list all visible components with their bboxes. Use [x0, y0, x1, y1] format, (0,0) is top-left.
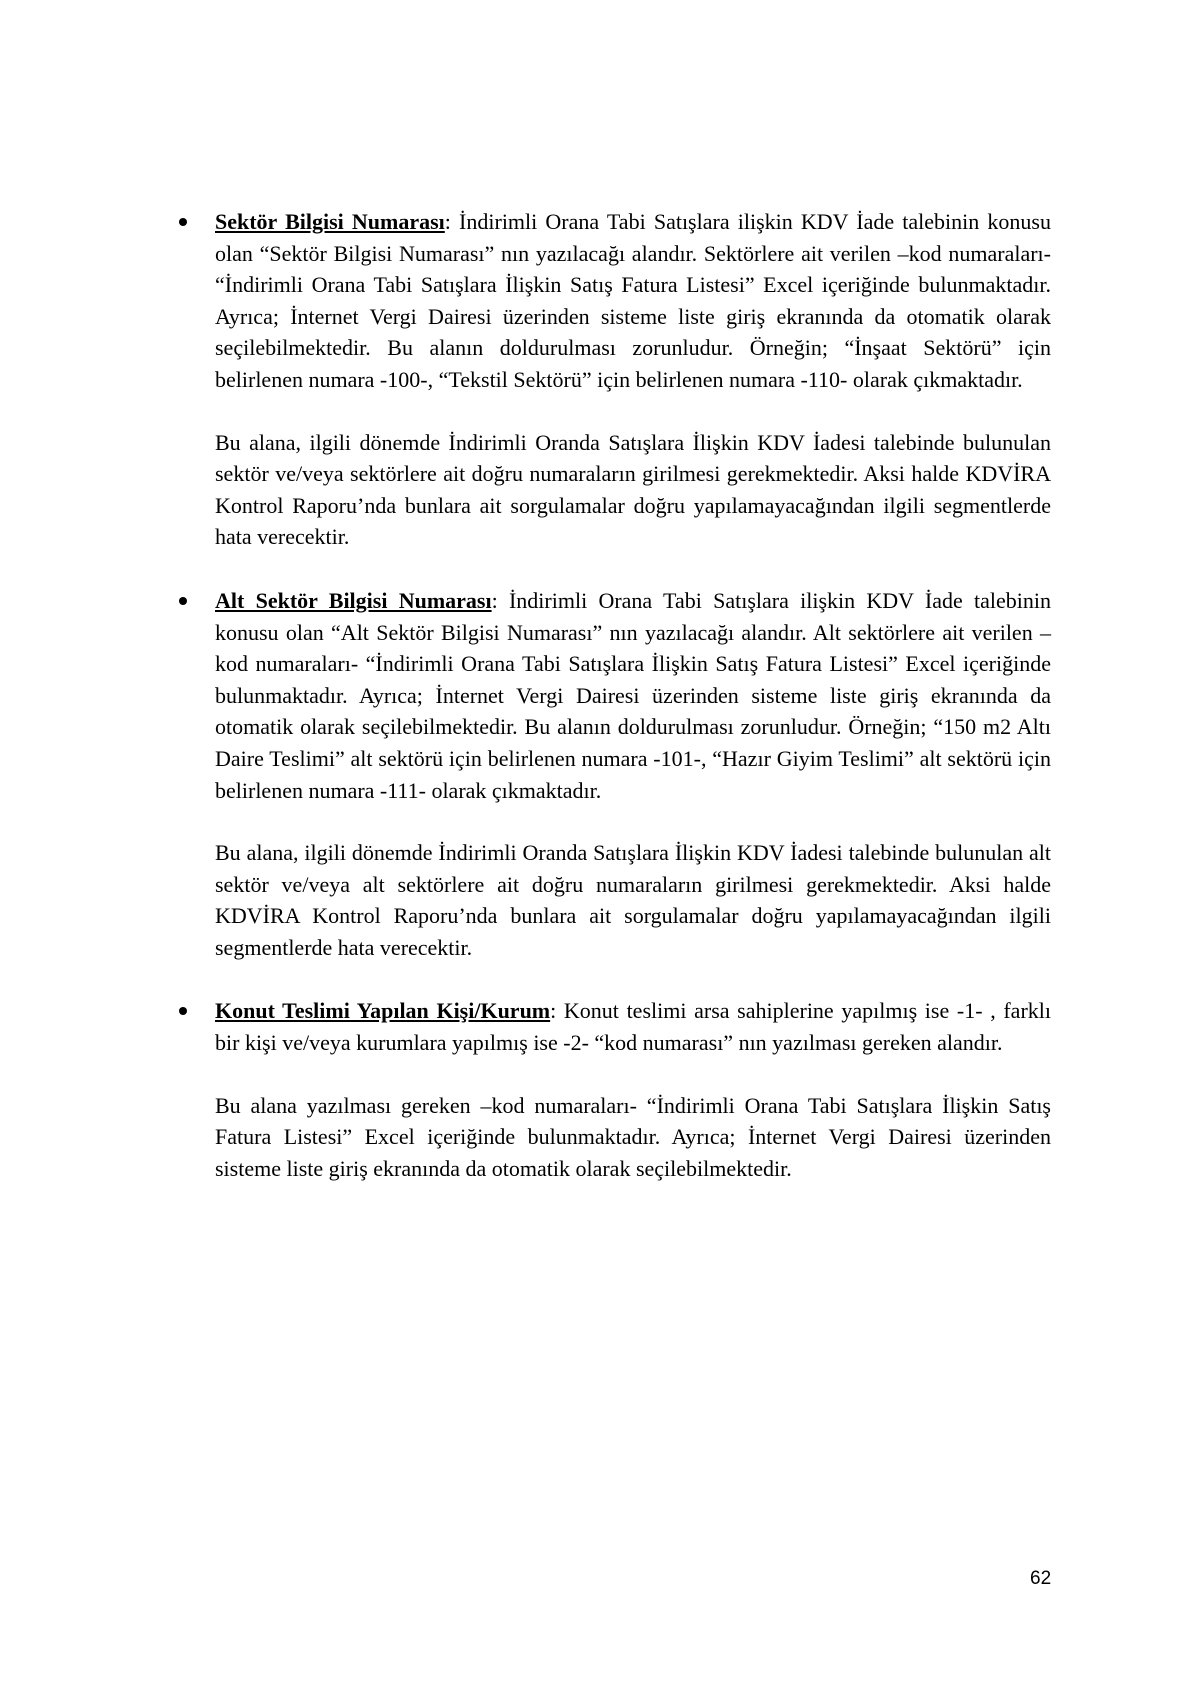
explanatory-paragraph: Bu alana, ilgili dönemde İndirimli Oranda Satışlara İlişkin KDV İadesi talebinde bulunulan sektör ve/veya sektörlere ait doğru numaraların girilmesi gerekmektedir. Aksi halde KDVİRA Kontrol Raporu’nda bunlara ait sorgulamalar doğru yapılamayacağından ilgili segmentlerde hata verecektir.: [215, 429, 1051, 550]
term-heading: Sektör Bilgisi Numarası: [215, 209, 445, 234]
bullet-icon: [179, 1007, 187, 1015]
section-spacer: [215, 963, 1051, 995]
term-heading: Konut Teslimi Yapılan Kişi/Kurum: [215, 998, 551, 1024]
list-item-paragraph: [215, 585, 1051, 806]
list-item-sector-number: [215, 206, 1051, 553]
term-description: : İndirimli Orana Tabi Satışlara ilişkin KDV İade talebinin konusu olan “Alt Sektör Bilgisi Numarası” nın yazılacağı alandır. Alt sektörlere ait verilen –kod numaraları- “İndirimli Orana Tabi Satışlara İlişkin Satış Fatura Listesi” Excel içeriğinde bulunmaktadır. Ayrıca; İnternet Vergi Dairesi üzerinden sisteme liste giriş ekranında da otomatik olarak seçilebilmektedir. Bu alanın doldurulması zorunludur. Örneğin; “150 m2 Altı Daire Teslimi” alt sektörü için belirlenen numara -101-, “Hazır Giyim Teslimi” alt sektörü için belirlenen numara -111- olarak çıkmaktadır.: [215, 587, 1051, 803]
term-heading: Alt Sektör Bilgisi Numarası: [215, 587, 492, 613]
explanatory-paragraph: Bu alana yazılması gereken –kod numaraları- “İndirimli Orana Tabi Satışlara İlişkin Satış Fatura Listesi” Excel içeriğinde bulunmaktadır. Ayrıca; İnternet Vergi Dairesi üzerinden sisteme liste giriş ekranında da otomatik olarak seçilebilmektedir.: [215, 1092, 1051, 1181]
term-description: : Konut teslimi arsa sahiplerine yapılmış ise -1- , farklı bir kişi ve/veya kurumlara yapılmış ise -2- “kod numarası” nın yazılması gereken alandır.: [215, 998, 1051, 1056]
term-description: : İndirimli Orana Tabi Satışlara ilişkin KDV İade talebinin konusu olan “Sektör Bilgisi Numarası” nın yazılacağı alandır. Sektörlere ait verilen –kod numaraları- “İndirimli Orana Tabi Satışlara İlişkin Satış Fatura Listesi” Excel içeriğinde bulunmaktadır. Ayrıca; İnternet Vergi Dairesi üzerinden sisteme liste giriş ekranında da otomatik olarak seçilebilmektedir. Bu alanın doldurulması zorunludur. Örneğin; “İnşaat Sektörü” için belirlenen numara -100-, “Tekstil Sektörü” için belirlenen numara -110- olarak çıkmaktadır.: [215, 209, 1051, 392]
page-content: [215, 206, 1051, 1184]
list-item-housing-recipient: [215, 995, 1051, 1184]
list-item-sub-sector-number: [215, 585, 1051, 964]
section-spacer: [215, 553, 1051, 585]
bullet-icon: [179, 218, 187, 226]
page-number: 62: [1030, 1568, 1052, 1589]
list-item-paragraph: [215, 995, 1051, 1058]
list-item-paragraph: [215, 206, 1051, 396]
bullet-icon: [179, 597, 187, 605]
explanatory-paragraph: Bu alana, ilgili dönemde İndirimli Oranda Satışlara İlişkin KDV İadesi talebinde bulunulan alt sektör ve/veya alt sektörlere ait doğru numaraların girilmesi gerekmektedir. Aksi halde KDVİRA Kontrol Raporu’nda bunlara ait sorgulamalar doğru yapılamayacağından ilgili segmentlerde hata verecektir.: [215, 840, 1051, 960]
